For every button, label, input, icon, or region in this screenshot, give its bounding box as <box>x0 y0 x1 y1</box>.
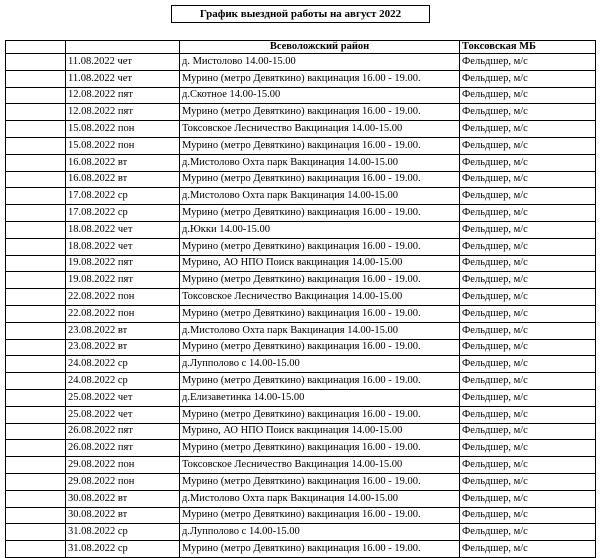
row-place: Мурино (метро Девяткино) вакцинация 16.00 - 19.00. <box>180 272 460 289</box>
row-place: Мурино, АО НПО Поиск вакцинация 14.00-15.00 <box>180 423 460 440</box>
row-date: 24.08.2022 ср <box>66 356 180 373</box>
row-date: 31.08.2022 ср <box>66 541 180 558</box>
header-blank-cell <box>6 41 66 54</box>
row-place: Мурино (метро Девяткино) вакцинация 16.00 - 19.00. <box>180 238 460 255</box>
table-row <box>6 423 596 440</box>
table-row <box>6 255 596 272</box>
row-staff: Фельдшер, м/с <box>460 541 596 558</box>
row-blank-cell <box>6 188 66 205</box>
row-place: Мурино (метро Девяткино) вакцинация 16.00 - 19.00. <box>180 541 460 558</box>
row-staff: Фельдшер, м/с <box>460 205 596 222</box>
row-date: 19.08.2022 пят <box>66 272 180 289</box>
row-blank-cell <box>6 289 66 306</box>
row-place: д.Мистолово Охта парк Вакцинация 14.00-15.00 <box>180 154 460 171</box>
row-date: 18.08.2022 чет <box>66 221 180 238</box>
row-date: 25.08.2022 чет <box>66 389 180 406</box>
row-blank-cell <box>6 154 66 171</box>
row-place: Мурино (метро Девяткино) вакцинация 16.00 - 19.00. <box>180 373 460 390</box>
row-blank-cell <box>6 541 66 558</box>
row-staff: Фельдшер, м/с <box>460 171 596 188</box>
row-date: 15.08.2022 пон <box>66 121 180 138</box>
row-blank-cell <box>6 272 66 289</box>
row-staff: Фельдшер, м/с <box>460 389 596 406</box>
row-staff: Фельдшер, м/с <box>460 54 596 71</box>
table-row <box>6 154 596 171</box>
row-date: 24.08.2022 ср <box>66 373 180 390</box>
row-blank-cell <box>6 490 66 507</box>
row-blank-cell <box>6 457 66 474</box>
table-row <box>6 507 596 524</box>
table-row <box>6 137 596 154</box>
row-place: д.Мистолово Охта парк Вакцинация 14.00-15.00 <box>180 188 460 205</box>
row-blank-cell <box>6 440 66 457</box>
table-row <box>6 541 596 558</box>
row-blank-cell <box>6 507 66 524</box>
row-date: 16.08.2022 вт <box>66 154 180 171</box>
table-row <box>6 171 596 188</box>
row-date: 12.08.2022 пят <box>66 104 180 121</box>
row-place: Мурино (метро Девяткино) вакцинация 16.00 - 19.00. <box>180 171 460 188</box>
row-staff: Фельдшер, м/с <box>460 490 596 507</box>
row-staff: Фельдшер, м/с <box>460 238 596 255</box>
table-row <box>6 440 596 457</box>
row-staff: Фельдшер, м/с <box>460 339 596 356</box>
row-staff: Фельдшер, м/с <box>460 188 596 205</box>
row-staff: Фельдшер, м/с <box>460 255 596 272</box>
row-staff: Фельдшер, м/с <box>460 356 596 373</box>
row-place: д.Юкки 14.00-15.00 <box>180 221 460 238</box>
row-place: д.Мистолово Охта парк Вакцинация 14.00-15.00 <box>180 490 460 507</box>
table-row <box>6 389 596 406</box>
row-date: 19.08.2022 пят <box>66 255 180 272</box>
table-row <box>6 524 596 541</box>
table-row <box>6 205 596 222</box>
table-row <box>6 490 596 507</box>
row-staff: Фельдшер, м/с <box>460 322 596 339</box>
row-staff: Фельдшер, м/с <box>460 70 596 87</box>
row-place: Мурино (метро Девяткино) вакцинация 16.00 - 19.00. <box>180 137 460 154</box>
row-place: д.Скотное 14.00-15.00 <box>180 87 460 104</box>
row-blank-cell <box>6 373 66 390</box>
row-blank-cell <box>6 70 66 87</box>
row-blank-cell <box>6 255 66 272</box>
row-place: Токсовское Лесничество Вакцинация 14.00-15.00 <box>180 121 460 138</box>
row-blank-cell <box>6 389 66 406</box>
row-staff: Фельдшер, м/с <box>460 87 596 104</box>
row-staff: Фельдшер, м/с <box>460 221 596 238</box>
schedule-table <box>5 40 596 558</box>
header-district: Всеволожский район <box>180 41 460 54</box>
row-blank-cell <box>6 104 66 121</box>
row-staff: Фельдшер, м/с <box>460 137 596 154</box>
row-staff: Фельдшер, м/с <box>460 507 596 524</box>
row-place: Мурино (метро Девяткино) вакцинация 16.00 - 19.00. <box>180 339 460 356</box>
row-date: 26.08.2022 пят <box>66 423 180 440</box>
row-staff: Фельдшер, м/с <box>460 473 596 490</box>
row-staff: Фельдшер, м/с <box>460 440 596 457</box>
table-row <box>6 305 596 322</box>
table-row <box>6 104 596 121</box>
row-date: 17.08.2022 ср <box>66 205 180 222</box>
table-header-row <box>6 41 596 54</box>
document-title: График выездной работы на август 2022 <box>171 5 430 23</box>
row-date: 22.08.2022 пон <box>66 305 180 322</box>
table-row <box>6 87 596 104</box>
row-place: Мурино (метро Девяткино) вакцинация 16.00 - 19.00. <box>180 104 460 121</box>
row-staff: Фельдшер, м/с <box>460 406 596 423</box>
row-blank-cell <box>6 238 66 255</box>
row-staff: Фельдшер, м/с <box>460 154 596 171</box>
table-row <box>6 272 596 289</box>
row-date: 18.08.2022 чет <box>66 238 180 255</box>
row-place: д. Мистолово 14.00-15.00 <box>180 54 460 71</box>
table-row <box>6 188 596 205</box>
row-date: 11.08.2022 чет <box>66 54 180 71</box>
row-date: 29.08.2022 пон <box>66 457 180 474</box>
row-place: Мурино (метро Девяткино) вакцинация 16.00 - 19.00. <box>180 406 460 423</box>
row-place: Мурино (метро Девяткино) вакцинация 16.00 - 19.00. <box>180 305 460 322</box>
row-date: 17.08.2022 ср <box>66 188 180 205</box>
row-blank-cell <box>6 121 66 138</box>
row-place: Мурино (метро Девяткино) вакцинация 16.00 - 19.00. <box>180 473 460 490</box>
row-blank-cell <box>6 406 66 423</box>
table-row <box>6 238 596 255</box>
row-blank-cell <box>6 524 66 541</box>
row-staff: Фельдшер, м/с <box>460 524 596 541</box>
row-date: 25.08.2022 чет <box>66 406 180 423</box>
table-row <box>6 289 596 306</box>
row-date: 23.08.2022 вт <box>66 322 180 339</box>
row-staff: Фельдшер, м/с <box>460 373 596 390</box>
row-date: 31.08.2022 ср <box>66 524 180 541</box>
row-blank-cell <box>6 356 66 373</box>
table-row <box>6 54 596 71</box>
row-date: 12.08.2022 пят <box>66 87 180 104</box>
row-blank-cell <box>6 137 66 154</box>
row-place: Мурино (метро Девяткино) вакцинация 16.00 - 19.00. <box>180 70 460 87</box>
row-staff: Фельдшер, м/с <box>460 423 596 440</box>
row-blank-cell <box>6 305 66 322</box>
table-row <box>6 356 596 373</box>
row-date: 15.08.2022 пон <box>66 137 180 154</box>
row-place: Токсовское Лесничество Вакцинация 14.00-15.00 <box>180 457 460 474</box>
row-date: 29.08.2022 пон <box>66 473 180 490</box>
table-row <box>6 121 596 138</box>
row-place: д.Елизаветинка 14.00-15.00 <box>180 389 460 406</box>
row-blank-cell <box>6 339 66 356</box>
header-date-cell <box>66 41 180 54</box>
row-staff: Фельдшер, м/с <box>460 272 596 289</box>
row-place: Мурино (метро Девяткино) вакцинация 16.00 - 19.00. <box>180 507 460 524</box>
header-hospital: Токсовская МБ <box>460 41 596 54</box>
schedule-table-body <box>6 41 596 558</box>
table-row <box>6 473 596 490</box>
row-place: д.Мистолово Охта парк Вакцинация 14.00-15.00 <box>180 322 460 339</box>
row-date: 22.08.2022 пон <box>66 289 180 306</box>
row-blank-cell <box>6 171 66 188</box>
row-blank-cell <box>6 473 66 490</box>
table-row <box>6 373 596 390</box>
table-row <box>6 70 596 87</box>
row-staff: Фельдшер, м/с <box>460 289 596 306</box>
row-blank-cell <box>6 205 66 222</box>
table-row <box>6 221 596 238</box>
row-date: 30.08.2022 вт <box>66 490 180 507</box>
row-date: 26.08.2022 пят <box>66 440 180 457</box>
row-blank-cell <box>6 54 66 71</box>
row-date: 30.08.2022 вт <box>66 507 180 524</box>
row-blank-cell <box>6 87 66 104</box>
row-place: Токсовское Лесничество Вакцинация 14.00-15.00 <box>180 289 460 306</box>
table-row <box>6 322 596 339</box>
row-place: д.Лупполово с 14.00-15.00 <box>180 356 460 373</box>
row-blank-cell <box>6 423 66 440</box>
table-row <box>6 339 596 356</box>
row-staff: Фельдшер, м/с <box>460 457 596 474</box>
row-date: 16.08.2022 вт <box>66 171 180 188</box>
row-staff: Фельдшер, м/с <box>460 305 596 322</box>
row-place: Мурино (метро Девяткино) вакцинация 16.00 - 19.00. <box>180 205 460 222</box>
row-staff: Фельдшер, м/с <box>460 121 596 138</box>
row-place: д.Лупполово с 14.00-15.00 <box>180 524 460 541</box>
table-row <box>6 406 596 423</box>
row-date: 11.08.2022 чет <box>66 70 180 87</box>
row-date: 23.08.2022 вт <box>66 339 180 356</box>
row-blank-cell <box>6 322 66 339</box>
row-place: Мурино (метро Девяткино) вакцинация 16.00 - 19.00. <box>180 440 460 457</box>
row-place: Мурино, АО НПО Поиск вакцинация 14.00-15.00 <box>180 255 460 272</box>
table-row <box>6 457 596 474</box>
row-staff: Фельдшер, м/с <box>460 104 596 121</box>
row-blank-cell <box>6 221 66 238</box>
